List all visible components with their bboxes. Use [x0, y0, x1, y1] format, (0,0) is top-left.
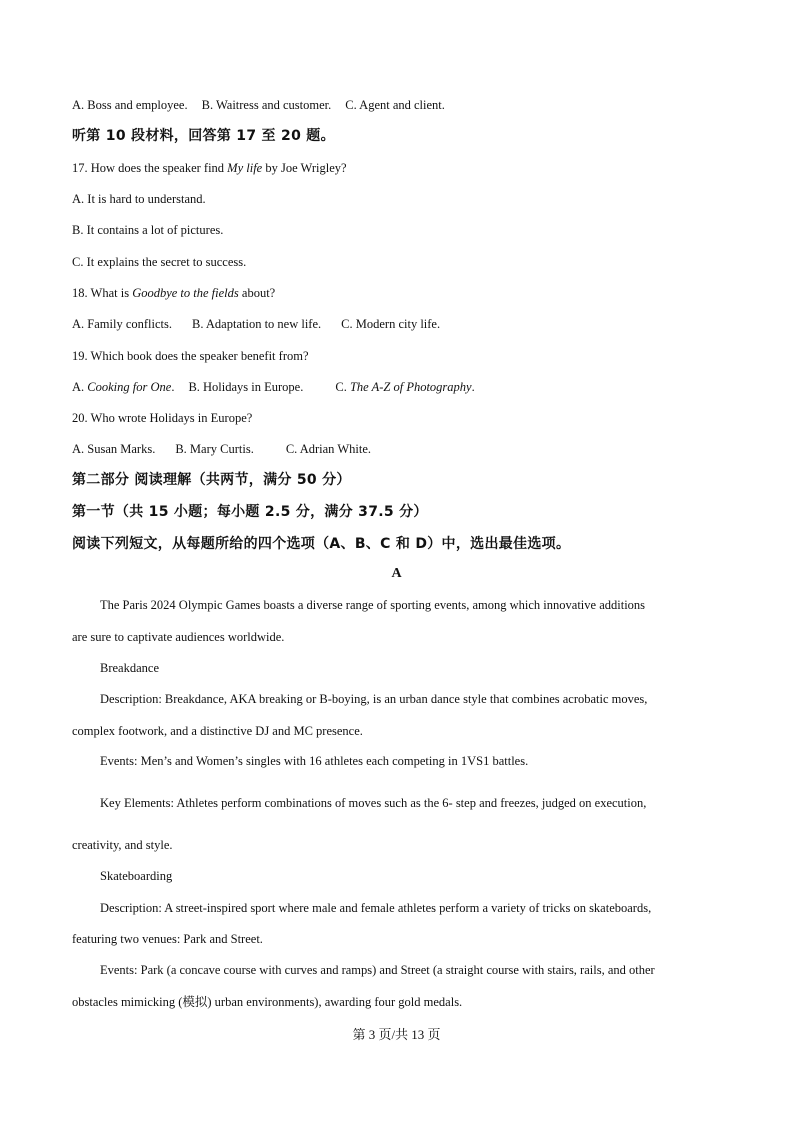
q20-option-b: B. Mary Curtis. [175, 442, 254, 456]
q16-option-c: C. Agent and client. [345, 98, 445, 112]
breakdance-description-line1: Description: Breakdance, AKA breaking or B-boying, is an urban dance style that combines acrobatic moves, [100, 692, 648, 706]
page-footer: 第 3 页/共 13 页 [352, 1027, 441, 1042]
passage-intro-line2: are sure to captivate audiences worldwide. [72, 630, 285, 644]
q18-option-a: A. Family conflicts. [72, 317, 172, 331]
q16-option-a: A. Boss and employee. [72, 98, 188, 112]
q20-options-row [72, 441, 371, 457]
q19-option-a [72, 379, 174, 395]
section10-header: 听第 10 段材料，回答第 17 至 20 题。 [72, 128, 335, 144]
reading-instruction: 阅读下列短文，从每题所给的四个选项（A、B、C 和 D）中，选出最佳选项。 [72, 536, 571, 552]
q17-prefix: 17. How does the speaker find [72, 161, 228, 175]
q18-options-row [72, 316, 440, 332]
q17-suffix: by Joe Wrigley? [262, 161, 347, 175]
q20-option-a: A. Susan Marks. [72, 442, 156, 456]
passage-intro-line1: The Paris 2024 Olympic Games boasts a diverse range of sporting events, among which innovative additions [100, 598, 646, 612]
q19-option-a-prefix: A. [72, 380, 88, 394]
q17-option-a: A. It is hard to understand. [72, 192, 206, 206]
skateboarding-events-line1: Events: Park (a concave course with curves and ramps) and Street (a straight course with stairs, rails, and other [100, 963, 655, 977]
q18-book-title: Goodbye to the fields [132, 286, 239, 300]
q19-options-row [72, 379, 475, 395]
part2-header: 第二部分 阅读理解（共两节，满分 50 分） [72, 472, 351, 488]
breakdance-key-elements-line1: Key Elements: Athletes perform combinations of moves such as the 6- step and freezes, judged on execution, [100, 796, 647, 810]
q18-suffix: about? [238, 286, 276, 300]
breakdance-key-elements-line2: creativity, and style. [72, 838, 173, 852]
q19-option-c [335, 379, 474, 395]
q20-question: 20. Who wrote Holidays in Europe? [72, 411, 253, 425]
skateboarding-description-line2: featuring two venues: Park and Street. [72, 932, 263, 946]
q19-question: 19. Which book does the speaker benefit from? [72, 349, 309, 363]
q20-option-c: C. Adrian White. [285, 442, 372, 456]
q17-question [72, 160, 347, 176]
skateboarding-events-line2: obstacles mimicking (模拟) urban environments), awarding four gold medals. [72, 995, 463, 1009]
q19-option-b: B. Holidays in Europe. [188, 380, 304, 394]
q18-prefix: 18. What is [72, 286, 133, 300]
q17-book-title: My life [227, 161, 263, 175]
passage-label: A [391, 566, 402, 581]
q17-option-c: C. It explains the secret to success. [72, 255, 247, 269]
skateboarding-description-line1: Description: A street-inspired sport where male and female athletes perform a variety of tricks on skateboards, [100, 901, 652, 915]
q19-option-c-prefix: C. [335, 380, 350, 394]
q17-option-b: B. It contains a lot of pictures. [72, 223, 224, 237]
q19-option-c-suffix: . [471, 380, 475, 394]
q16-option-b: B. Waitress and customer. [201, 98, 332, 112]
q19-option-a-suffix: . [171, 380, 175, 394]
breakdance-title: Breakdance [100, 661, 159, 675]
skateboarding-title: Skateboarding [100, 869, 173, 883]
section1-header: 第一节（共 15 小题；每小题 2.5 分，满分 37.5 分） [72, 504, 428, 520]
q19-option-a-title: Cooking for One [87, 380, 172, 394]
q18-question [72, 285, 275, 301]
q19-option-c-title: The A-Z of Photography [349, 380, 472, 394]
breakdance-description-line2: complex footwork, and a distinctive DJ and MC presence. [72, 724, 363, 738]
q18-option-b: B. Adaptation to new life. [192, 317, 322, 331]
breakdance-events: Events: Men’s and Women’s singles with 16 athletes each competing in 1VS1 battles. [100, 754, 529, 768]
q16-options-row [72, 97, 445, 113]
q18-option-c: C. Modern city life. [341, 317, 441, 331]
